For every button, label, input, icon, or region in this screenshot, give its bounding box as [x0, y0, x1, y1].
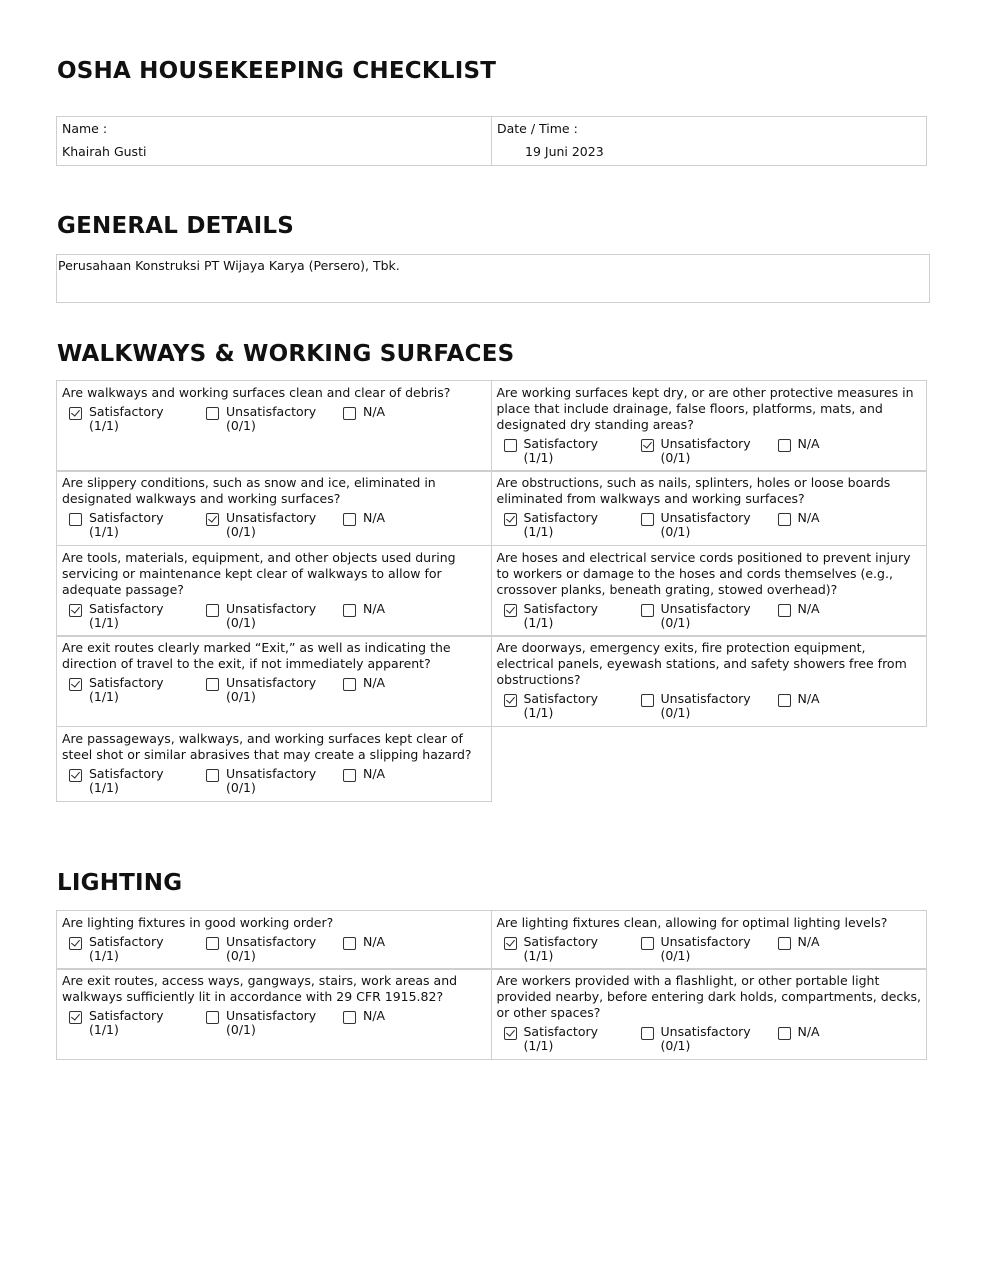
option-label-text: N/A [363, 510, 386, 525]
info-box [56, 116, 927, 166]
option-label-text: N/A [363, 403, 386, 419]
option-label [661, 692, 751, 720]
option-label [89, 511, 164, 539]
question-item [56, 470, 492, 546]
option-satisfactory[interactable] [69, 767, 206, 795]
option-label [89, 405, 164, 433]
option-score: (1/1) [523, 1038, 554, 1053]
question-item [56, 380, 492, 472]
checkbox-na[interactable] [778, 694, 791, 707]
answer-options [62, 511, 487, 539]
question-text: Are doorways, emergency exits, fire protection equipment, electrical panels, eyewash stations, and safety showers free from obstructions? [496, 640, 907, 687]
option-label [798, 935, 820, 963]
checkbox-unsatisfactory[interactable] [206, 937, 219, 950]
answer-options [497, 1025, 922, 1053]
option-unsatisfactory[interactable] [641, 511, 778, 539]
option-unsatisfactory[interactable] [641, 602, 778, 630]
option-label-text: Unsatisfactory [226, 675, 317, 690]
checkbox-na[interactable] [778, 937, 791, 950]
option-unsatisfactory[interactable] [206, 602, 343, 630]
question-text: Are workers provided with a flashlight, or other portable light provided nearby, before entering dark holds, compartments, decks, or other spaces? [496, 973, 921, 1020]
checkbox-na[interactable] [778, 1027, 791, 1040]
question-text: Are hoses and electrical service cords positioned to prevent injury to workers or damage to the hoses and cords themselves (e.g., crossover planks, beneath grating, stowed overhead)? [496, 549, 911, 597]
option-label [661, 935, 751, 963]
question-item [56, 635, 492, 727]
option-satisfactory[interactable] [504, 511, 641, 539]
page-title: OSHA HOUSEKEEPING CHECKLIST [57, 58, 497, 84]
option-label [363, 602, 385, 630]
option-label [89, 1009, 164, 1037]
option-label [226, 1009, 316, 1037]
option-label-text: Satisfactory [89, 403, 164, 419]
checkbox-satisfactory[interactable] [69, 769, 82, 782]
option-label [226, 935, 316, 963]
checkbox-satisfactory[interactable] [69, 937, 82, 950]
checkbox-unsatisfactory[interactable] [206, 1011, 219, 1024]
question-item [491, 910, 927, 970]
option-score: (0/1) [226, 1022, 256, 1037]
option-label [661, 1025, 751, 1053]
option-na[interactable] [778, 692, 820, 720]
option-score: (1/1) [89, 779, 119, 795]
answer-options [497, 602, 922, 630]
option-na[interactable] [778, 602, 820, 630]
option-score: (1/1) [89, 524, 119, 539]
question-text: Are passageways, walkways, and working surfaces kept clear of steel shot or similar abrasives that may create a slipping hazard? [62, 730, 472, 762]
lighting-heading: LIGHTING [57, 870, 183, 896]
option-satisfactory[interactable] [69, 1009, 206, 1037]
option-label [524, 511, 599, 539]
question-text: Are walkways and working surfaces clean and clear of debris? [62, 384, 451, 400]
option-label [89, 767, 164, 795]
option-satisfactory[interactable] [504, 692, 641, 720]
option-label-text: N/A [363, 933, 386, 949]
checkbox-unsatisfactory[interactable] [641, 513, 654, 526]
option-label [226, 602, 316, 630]
question-text: Are exit routes clearly marked “Exit,” as well as indicating the direction of travel to the exit, if not immediately apparent? [62, 640, 451, 671]
checkbox-unsatisfactory[interactable] [641, 604, 654, 617]
checkbox-satisfactory[interactable] [69, 604, 82, 617]
option-unsatisfactory[interactable] [641, 935, 778, 963]
option-label-text: Satisfactory [89, 600, 164, 616]
option-score: (0/1) [226, 614, 256, 630]
checkbox-na[interactable] [778, 604, 791, 617]
option-label-text: Unsatisfactory [660, 933, 751, 949]
question-item [491, 380, 927, 472]
answer-options [497, 511, 922, 539]
checkbox-unsatisfactory[interactable] [206, 678, 219, 691]
question-text: Are exit routes, access ways, gangways, stairs, work areas and walkways sufficiently lit in accordance with 29 CFR 1915.82? [62, 973, 458, 1004]
answer-options [62, 1009, 487, 1037]
name-value[interactable]: Khairah Gusti [62, 144, 147, 159]
option-label-text: Unsatisfactory [226, 403, 317, 419]
answer-options [62, 676, 487, 704]
option-label [524, 1025, 599, 1053]
option-label [798, 437, 820, 465]
question-text: Are working surfaces kept dry, or are other protective measures in place that include drainage, false floors, platforms, mats, and designated dry standing areas? [496, 384, 914, 432]
option-label-text: Satisfactory [523, 691, 598, 706]
option-score: (1/1) [89, 1022, 119, 1037]
option-label-text: Unsatisfactory [660, 691, 751, 706]
option-score: (1/1) [523, 614, 554, 630]
checkbox-na[interactable] [343, 769, 356, 782]
option-label [524, 602, 599, 630]
date-cell [491, 117, 926, 165]
option-label [524, 935, 599, 963]
option-label-text: Satisfactory [89, 765, 164, 781]
option-label [524, 692, 599, 720]
option-score: (0/1) [226, 779, 256, 795]
option-label [661, 511, 751, 539]
date-label: Date / Time : [497, 121, 578, 136]
option-label [363, 405, 385, 433]
option-score: (1/1) [523, 947, 554, 963]
option-satisfactory[interactable] [69, 935, 206, 963]
option-unsatisfactory[interactable] [206, 1009, 343, 1037]
question-item [56, 968, 492, 1060]
checkbox-na[interactable] [343, 604, 356, 617]
answer-options [497, 935, 922, 963]
option-label-text: N/A [797, 600, 820, 616]
option-label-text: Satisfactory [523, 600, 598, 616]
option-label [798, 1025, 820, 1053]
general-details-text: Perusahaan Konstruksi PT Wijaya Karya (Persero), Tbk. [58, 258, 400, 273]
answer-options [62, 405, 487, 433]
option-label [226, 676, 316, 704]
option-na[interactable] [778, 935, 820, 963]
question-item [491, 545, 927, 637]
question-item [491, 968, 927, 1060]
option-label [363, 1009, 385, 1037]
option-satisfactory[interactable] [69, 676, 206, 704]
question-item [491, 470, 927, 546]
option-score: (0/1) [226, 417, 256, 433]
option-unsatisfactory[interactable] [206, 935, 343, 963]
option-label-text: N/A [797, 933, 820, 949]
question-row [56, 911, 927, 970]
option-label [89, 935, 164, 963]
question-text: Are obstructions, such as nails, splinters, holes or loose boards eliminated from walkways and working surfaces? [496, 475, 891, 506]
answer-options [62, 935, 487, 963]
option-label-text: N/A [797, 1024, 820, 1039]
checkbox-satisfactory[interactable] [69, 513, 82, 526]
option-score: (0/1) [660, 524, 691, 539]
answer-options [62, 767, 487, 795]
option-label [661, 437, 751, 465]
checkbox-satisfactory[interactable] [69, 678, 82, 691]
option-score: (1/1) [523, 524, 554, 539]
option-na[interactable] [343, 602, 385, 630]
option-label-text: N/A [797, 691, 820, 706]
answer-options [497, 437, 922, 465]
option-score: (1/1) [523, 705, 554, 720]
option-label-text: N/A [797, 435, 820, 451]
checkbox-satisfactory[interactable] [504, 513, 517, 526]
checkbox-satisfactory[interactable] [504, 937, 517, 950]
checkbox-na[interactable] [778, 439, 791, 452]
option-label-text: Unsatisfactory [226, 1008, 317, 1023]
option-score: (0/1) [660, 449, 691, 465]
option-score: (1/1) [89, 689, 119, 704]
option-label-text: Satisfactory [523, 510, 598, 525]
option-unsatisfactory[interactable] [206, 511, 343, 539]
checkbox-na[interactable] [343, 513, 356, 526]
option-label [798, 511, 820, 539]
option-label-text: Satisfactory [89, 933, 164, 949]
checkbox-satisfactory[interactable] [504, 439, 517, 452]
option-unsatisfactory[interactable] [641, 1025, 778, 1053]
question-text: Are lighting fixtures clean, allowing for optimal lighting levels? [496, 914, 888, 930]
walkways-heading: WALKWAYS & WORKING SURFACES [57, 341, 515, 367]
option-label-text: Unsatisfactory [226, 933, 317, 949]
option-label [661, 602, 751, 630]
walkways-grid [56, 381, 927, 802]
answer-options [62, 602, 487, 630]
option-label [226, 511, 316, 539]
question-item [56, 545, 492, 637]
checkbox-unsatisfactory[interactable] [641, 694, 654, 707]
option-score: (1/1) [89, 417, 119, 433]
checkbox-unsatisfactory[interactable] [641, 937, 654, 950]
option-na[interactable] [343, 676, 385, 704]
question-item [56, 726, 492, 802]
option-label [363, 511, 385, 539]
empty-cell [491, 726, 927, 802]
option-satisfactory[interactable] [504, 1025, 641, 1053]
option-label [89, 602, 164, 630]
option-na[interactable] [343, 767, 385, 795]
checkbox-unsatisfactory[interactable] [206, 604, 219, 617]
question-row [56, 637, 927, 728]
option-label [226, 767, 316, 795]
answer-options [497, 692, 922, 720]
option-label-text: Satisfactory [89, 510, 164, 525]
name-label: Name : [62, 121, 108, 136]
option-score: (0/1) [226, 947, 256, 963]
lighting-grid [56, 911, 927, 1060]
option-unsatisfactory[interactable] [206, 767, 343, 795]
option-score: (0/1) [660, 705, 691, 720]
option-na[interactable] [343, 935, 385, 963]
option-label-text: N/A [363, 1008, 386, 1023]
option-unsatisfactory[interactable] [641, 692, 778, 720]
option-label-text: N/A [363, 765, 386, 781]
checkbox-unsatisfactory[interactable] [641, 439, 654, 452]
option-label [363, 676, 385, 704]
option-score: (1/1) [89, 614, 119, 630]
option-label [226, 405, 316, 433]
question-row [56, 970, 927, 1061]
name-cell [57, 117, 491, 165]
option-label [798, 692, 820, 720]
option-label [798, 602, 820, 630]
option-na[interactable] [343, 511, 385, 539]
option-score: (0/1) [226, 689, 256, 704]
option-satisfactory[interactable] [69, 511, 206, 539]
option-score: (1/1) [523, 449, 554, 465]
option-satisfactory[interactable] [504, 602, 641, 630]
option-na[interactable] [778, 437, 820, 465]
option-label-text: N/A [363, 600, 386, 616]
option-label-text: Satisfactory [523, 435, 598, 451]
option-label-text: Unsatisfactory [660, 510, 751, 525]
option-label [524, 437, 599, 465]
option-label [89, 676, 164, 704]
question-row [56, 472, 927, 547]
option-score: (0/1) [660, 1038, 691, 1053]
question-text: Are slippery conditions, such as snow and ice, eliminated in designated walkways and working surfaces? [62, 475, 436, 506]
option-label [363, 767, 385, 795]
option-na[interactable] [343, 1009, 385, 1037]
option-score: (0/1) [660, 947, 691, 963]
option-na[interactable] [778, 1025, 820, 1053]
checkbox-na[interactable] [343, 678, 356, 691]
option-na[interactable] [343, 405, 385, 433]
option-label-text: Unsatisfactory [660, 600, 751, 616]
checkbox-unsatisfactory[interactable] [641, 1027, 654, 1040]
checkbox-na[interactable] [778, 513, 791, 526]
option-satisfactory[interactable] [504, 437, 641, 465]
question-row [56, 727, 927, 802]
option-score: (0/1) [226, 524, 256, 539]
question-item [491, 635, 927, 727]
checkbox-satisfactory[interactable] [69, 1011, 82, 1024]
option-score: (1/1) [89, 947, 119, 963]
option-satisfactory[interactable] [504, 935, 641, 963]
checkbox-satisfactory[interactable] [504, 694, 517, 707]
option-unsatisfactory[interactable] [641, 437, 778, 465]
option-label-text: Satisfactory [89, 1008, 164, 1023]
checkbox-na[interactable] [343, 937, 356, 950]
checkbox-unsatisfactory[interactable] [206, 407, 219, 420]
checkbox-na[interactable] [343, 407, 356, 420]
option-satisfactory[interactable] [69, 405, 206, 433]
option-na[interactable] [778, 511, 820, 539]
date-value[interactable]: 19 Juni 2023 [525, 144, 604, 159]
option-label-text: Unsatisfactory [660, 435, 751, 451]
general-details-heading: GENERAL DETAILS [57, 213, 295, 239]
option-score: (0/1) [660, 614, 691, 630]
checkbox-satisfactory[interactable] [69, 407, 82, 420]
question-row [56, 381, 927, 472]
option-label-text: Unsatisfactory [660, 1024, 751, 1039]
option-unsatisfactory[interactable] [206, 405, 343, 433]
question-item [56, 910, 492, 970]
option-label-text: Satisfactory [523, 1024, 598, 1039]
checkbox-na[interactable] [343, 1011, 356, 1024]
question-text: Are lighting fixtures in good working order? [62, 914, 334, 930]
option-label-text: Unsatisfactory [226, 600, 317, 616]
checkbox-satisfactory[interactable] [504, 604, 517, 617]
checkbox-unsatisfactory[interactable] [206, 769, 219, 782]
option-label-text: Unsatisfactory [226, 765, 317, 781]
option-label-text: N/A [363, 675, 386, 690]
general-details-box[interactable] [56, 254, 930, 303]
option-label-text: Satisfactory [89, 675, 164, 690]
option-label-text: Unsatisfactory [226, 510, 317, 525]
option-label-text: Satisfactory [523, 933, 598, 949]
checkbox-satisfactory[interactable] [504, 1027, 517, 1040]
option-unsatisfactory[interactable] [206, 676, 343, 704]
option-satisfactory[interactable] [69, 602, 206, 630]
question-row [56, 546, 927, 637]
option-label [363, 935, 385, 963]
option-label-text: N/A [797, 510, 820, 525]
question-text: Are tools, materials, equipment, and other objects used during servicing or maintenance kept clear of walkways to allow for adequate passage? [62, 549, 456, 597]
checkbox-unsatisfactory[interactable] [206, 513, 219, 526]
